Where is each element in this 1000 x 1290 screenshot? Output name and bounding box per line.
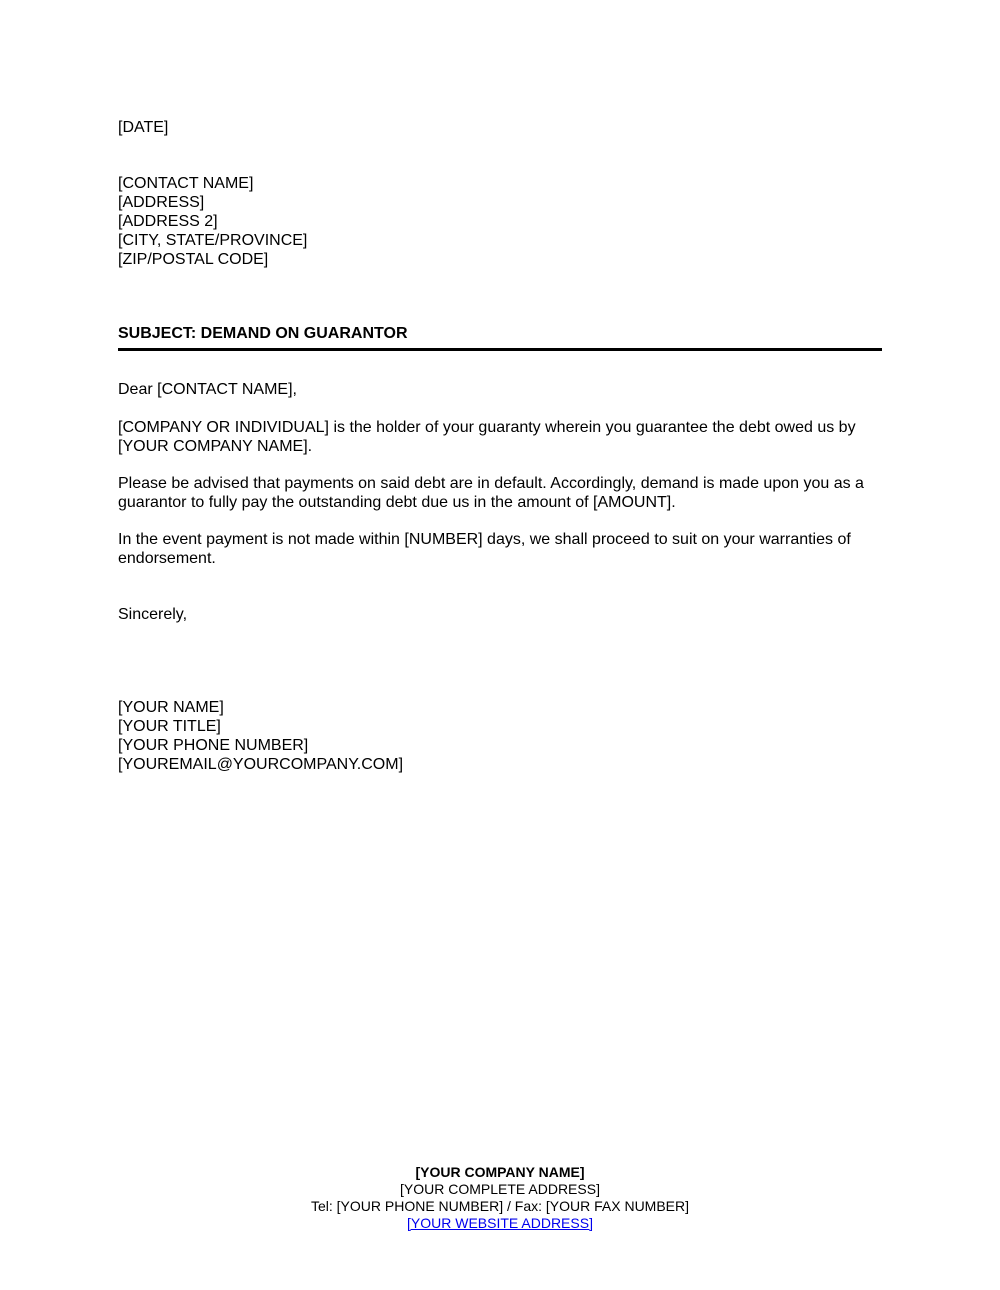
recipient-address-2: [ADDRESS 2]	[118, 213, 218, 230]
letter-subject: SUBJECT: DEMAND ON GUARANTOR	[118, 325, 408, 342]
letter-closing: Sincerely,	[118, 606, 188, 623]
letter-paragraph-1: [COMPANY OR INDIVIDUAL] is the holder of your guaranty wherein you guarantee the debt owed us by [YOUR COMPANY NAME].	[118, 419, 856, 455]
footer-website-link[interactable]: [YOUR WEBSITE ADDRESS]	[407, 1215, 593, 1231]
letterhead-footer	[0, 1164, 1000, 1232]
recipient-zip: [ZIP/POSTAL CODE]	[118, 251, 269, 268]
signature-phone: [YOUR PHONE NUMBER]	[118, 737, 309, 754]
footer-address: [YOUR COMPLETE ADDRESS]	[400, 1181, 600, 1197]
signature-name: [YOUR NAME]	[118, 699, 224, 716]
letter-date: [DATE]	[118, 119, 169, 136]
signature-email: [YOUREMAIL@YOURCOMPANY.COM]	[118, 756, 404, 773]
signature-block	[118, 698, 403, 774]
subject-divider	[118, 348, 882, 351]
letter-paragraph-3: In the event payment is not made within [NUMBER] days, we shall proceed to suit on your warranties of endorsement.	[118, 531, 851, 567]
letter-paragraph-2: Please be advised that payments on said debt are in default. Accordingly, demand is made upon you as a guarantor to fully pay the outstanding debt due us in the amount of [AMOUNT].	[118, 475, 864, 511]
recipient-address: [ADDRESS]	[118, 194, 205, 211]
signature-title: [YOUR TITLE]	[118, 718, 221, 735]
footer-company-name: [YOUR COMPANY NAME]	[415, 1164, 585, 1180]
footer-contact-line: Tel: [YOUR PHONE NUMBER] / Fax: [YOUR FAX NUMBER]	[310, 1198, 690, 1214]
recipient-city-state: [CITY, STATE/PROVINCE]	[118, 232, 308, 249]
recipient-contact-name: [CONTACT NAME]	[118, 175, 254, 192]
recipient-address-block	[118, 174, 307, 269]
letter-salutation: Dear [CONTACT NAME],	[118, 381, 297, 398]
